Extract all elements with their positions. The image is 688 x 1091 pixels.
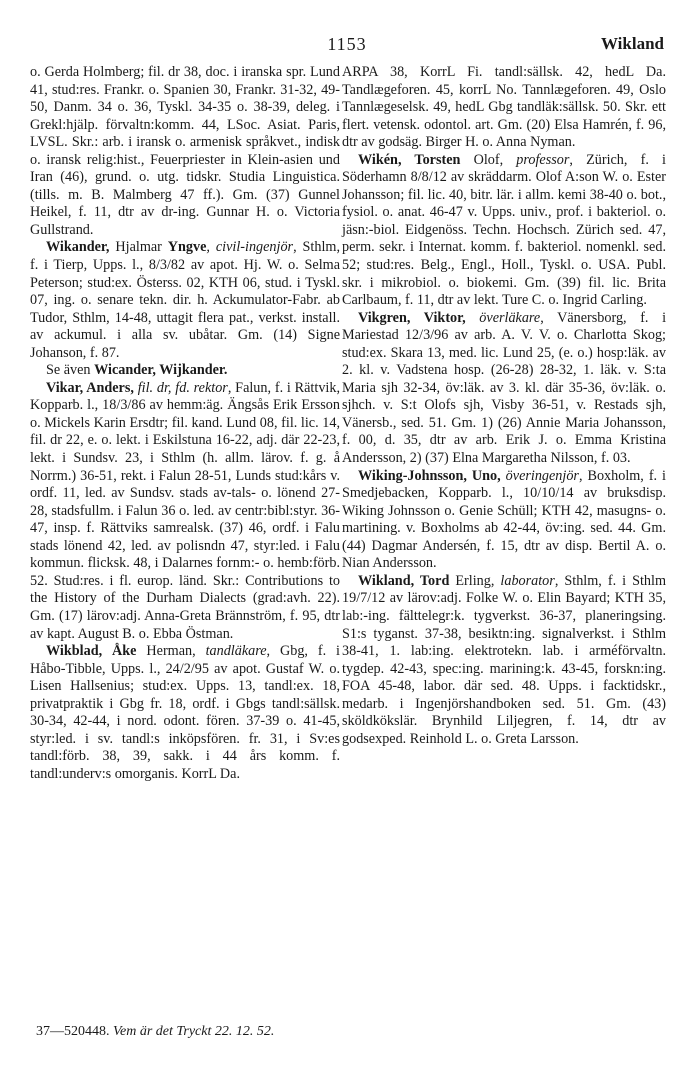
entry-continuation: o. Gerda Holmberg; fil. dr 38, doc. i iranska spr. Lund 41, stud:res. Frankr. o. Spanien 30, Frankr. 31-32, 49-50, Danm. 34 o. 36, Tyskl. 34-35 o. 38-39, deleg. i Grekl:hjälp. förvaltn:komm. 44, LSoc. Asiat. Paris, LVSL. Skr.: arb. i iransk o. armenisk språkvet., indisk o. iransk relig:hist., Feuerpriester in Klein-asien und Iran (46), grund. o. utg. tidskr. Studia Linguistica. (tills. m. B. Malmberg 47 ff.). Gm. (37) Gunnel Heikel, f. 11, dtr av dr-ing. Gunnar H. o. Victoria Gullstrand. — [30, 64, 340, 238]
print-code: 37—520448. — [36, 1024, 110, 1039]
page-header — [30, 34, 664, 60]
entry-wiking-johnsson: Wiking-Johnsson, Uno, överingenjör, Boxholm, f. i Smedjebacken, Kopparb. l., 10/10/14 av bruksdisp. Wiking Johnsson o. Genie Schüll; KTH 42, masugns- o. martining. v. Boxholms ab 42-44, öv:ing. sed. 44. Gm. (44) Dagmar Andersén, f. 15, dtr av disp. Bertil A. o. Nian Andersson. — [342, 467, 666, 572]
see-also: Se även Wicander, Wijkander. — [46, 362, 228, 379]
entry-wiken: Wikén, Torsten Olof, professor, Zürich, f. i Söderhamn 8/8/12 av skräddarm. Olof A:son W. o. Ester Johansson; fil. lic. 40, bitr. lär. i allm. kemi 38-40 o. bot., fysiol. o. anat. 46-47 v. Upps. univ., prof. i bakteriol. o. jäsn:-biol. Eidgenöss. Techn. Hochsch. Zürich sed. 47, perm. sekr. i Internat. komm. f. bakteriol. nomenkl. sed. 52; stud:res. Belg., Engl., Holl., Tyskl. o. USA. Publ. skr. i mikrobiol. o. biokemi. Gm. (39) fil. lic. Brita Carlbaum, f. 11, dtr av lekt. Ture C. o. Ingrid Carling. — [342, 151, 666, 309]
entry-wikblad: Wikblad, Åke Herman, tandläkare, Gbg, f. i Håbo-Tibble, Upps. l., 24/2/95 av apot. Gustaf W. o. Lisen Hallsenius; stud:ex. Upps. 13, tandl:ex. 18, privatpraktik i Gbg fr. 18, ordf. i Gbgs tandl:sällsk. 30-34, 42-44, i nord. odont. fören. 37-39 o. 41-45, styr:led. i sv. tandl:s inköpsfören. fr. 31, i Sv:es tandl:förb. 38, 39, sakk. i 44 års komm. f. tandl:underv:s omorganis. KorrL Da. — [30, 643, 340, 782]
right-column — [342, 64, 666, 748]
entry-wikland: Wikland, Tord Erling, laborator, Sthlm, f. i Sthlm 19/7/12 av lärov:adj. Folke W. o. Elin Bayard; KTH 35, lab:-ing. fälttelegr:k. tygverkst. 36-37, planeringsing. S1:s tyganst. 37-38, besiktn:ing. signalverkst. i Sthlm 38-41, 1. lab:ing. elektrotekn. lab. i arméförvaltn. tygdep. 42-43, spec:ing. marining:k. 43-45, forskn:ing. FOA 45-48, labor. där sed. 48. Upps. i facktidskr., medarb. i Ingenjörshandboken sed. 51. Gm. (43) sköldkökslär. Brynhild Liljegren, f. 14, dtr av godsexped. Reinhold L. o. Greta Larsson. — [342, 572, 667, 747]
imprint: Vem är det Tryckt 22. 12. 52. — [109, 1024, 275, 1039]
entry-continuation: ARPA 38, KorrL Fi. tandl:sällsk. 42, hedL Da. Tandlægeforen. 45, korrL No. Tannlægeforen. 49, Oslo Tannlægeselsk. 49, hedL Gbg tandläk:sällsk. 50. Skr. ett flert. vetensk. odontol. art. Gm. (20) Elsa Hamrén, f. 96, dtr av godsäg. Birger H. o. Anna Nyman. — [342, 64, 666, 151]
entry-wikander: Wikander, Hjalmar Yngve, civil-ingenjör, Sthlm, f. i Tierp, Upps. l., 8/3/82 av apot. Hj. W. o. Selma Peterson; stud:ex. Österss. 02, KTH 06, stud. i Tyskl. 07, ing. o. senare tekn. dir. h. Ackumulator-Fabr. ab Tudor, Sthlm, 14-48, uttagit flera pat., verkst. install. av ackumul. i alla sv. ubåtar. Gm. (14) Signe Johanson, f. 87. — [30, 239, 340, 361]
left-column — [30, 64, 340, 783]
page-number: 1153 — [327, 34, 367, 54]
running-head: Wikland — [600, 34, 664, 53]
page-footer — [36, 1024, 274, 1040]
entry-vikgren: Vikgren, Viktor, överläkare, Vänersborg, f. i Mariestad 12/3/96 av arb. A. V. V. o. Charlotta Skog; stud:ex. Skara 13, med. lic. Lund 25, (e. o.) hosp:läk. av 2. kl. v. Vadstena hosp. (26-28) 28-32, 1. läk. v. S:ta Maria sjh 32-34, öv:läk. av 3. kl. där 35-36, öv:läk. o. sjhch. v. S:t Olofs sjh, Visby 36-51, v. Restads sjh, Vänersb., sed. 51. Gm. 1) (26) Annie Maria Johansson, f. 00, d. 35, dtr av arb. Erik J. o. Emma Kristina Andersson, 2) (37) Elna Margaretha Nilsson, f. 03. — [342, 309, 667, 467]
entry-vikar: Vikar, Anders, fil. dr, fd. rektor, Falun, f. i Rättvik, Kopparb. l., 18/3/86 av hemm:äg. Ängsås Erik Ersson o. Mickels Karin Ersdtr; fil. kand. Lund 08, fil. lic. 14, fil. dr 22, e. o. lekt. i Eskilstuna 16-22, adj. där 22-23, lekt. i Sundsv. 23, i Sthlm (h. allm. lärov. f. g. å Norrm.) 36-51, rekt. i Falun 28-51, Lunds stud:kårs v. ordf. 11, led. av Sundsv. stads av-tals- o. lönend 27-28, stadsfullm. i Falun 36 o. led. av centr:bibl:styr. 36-47, insp. f. Rättviks samrealsk. (37) 46, ordf. i Falu stads lönend 42, led. av polisndn 47, styr:led. i Falu kommun. flicksk. 48, i Dalarnes fornm:- o. hemb:förb. 52. Stud:res. i fl. europ. länd. Skr.: Contributions to the History of the Durham Dialects (grad:avh. 22). Gm. (17) lärov:adj. Anna-Greta Brännström, f. 95, dtr av kapt. August B. o. Ebba Östman. — [30, 379, 340, 642]
